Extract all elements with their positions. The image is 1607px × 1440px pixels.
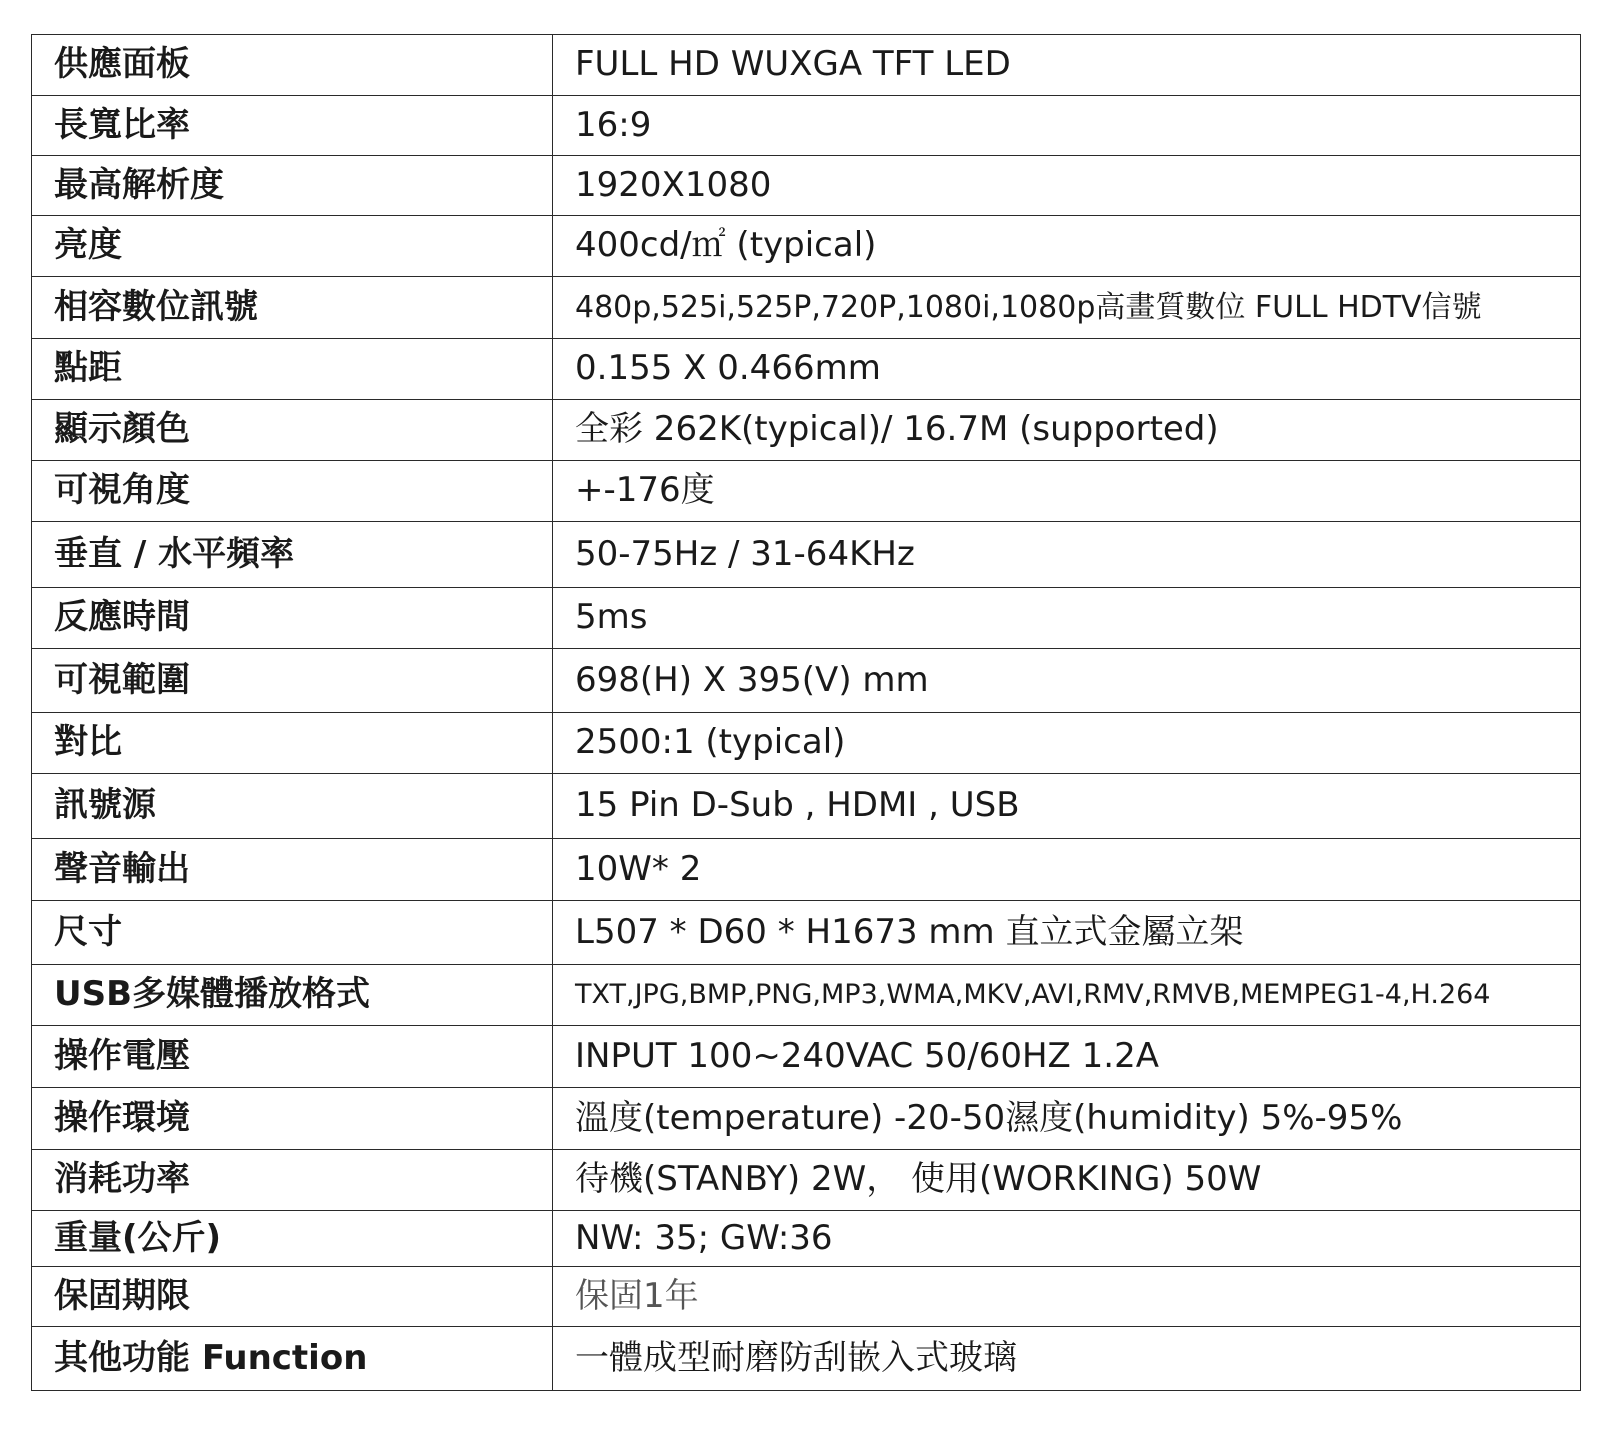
spec-value: 15 Pin D-Sub , HDMI , USB (553, 774, 1581, 839)
spec-row-brightness (32, 216, 1581, 277)
spec-label: 長寬比率 (32, 96, 553, 156)
spec-label: 可視角度 (32, 461, 553, 522)
spec-label: 供應面板 (32, 35, 553, 96)
spec-label: 保固期限 (32, 1267, 553, 1327)
spec-value: 溫度(temperature) -20-50濕度(humidity) 5%-95% (553, 1088, 1581, 1150)
spec-row-panel (32, 35, 1581, 96)
spec-label: 訊號源 (32, 774, 553, 839)
spec-value: 1920X1080 (553, 156, 1581, 216)
spec-label: 其他功能 Function (32, 1327, 553, 1391)
spec-label: 操作電壓 (32, 1026, 553, 1088)
spec-value: 2500:1 (typical) (553, 713, 1581, 774)
spec-row-other-functions (32, 1327, 1581, 1391)
spec-label: 反應時間 (32, 588, 553, 649)
spec-row-inputs (32, 774, 1581, 839)
spec-value: 480p,525i,525P,720P,1080i,1080p高畫質數位 FULL HDTV信號 (553, 277, 1581, 339)
spec-label: 可視範圍 (32, 649, 553, 713)
spec-row-warranty (32, 1267, 1581, 1327)
spec-value: L507 * D60 * H1673 mm 直立式金屬立架 (553, 901, 1581, 965)
spec-row-viewing-angle (32, 461, 1581, 522)
spec-row-usb-formats (32, 965, 1581, 1026)
spec-value: 保固1年 (553, 1267, 1581, 1327)
spec-label: 亮度 (32, 216, 553, 277)
spec-label: 重量(公斤) (32, 1211, 553, 1267)
spec-row-environment (32, 1088, 1581, 1150)
spec-value: 50-75Hz / 31-64KHz (553, 522, 1581, 588)
spec-value: 0.155 X 0.466mm (553, 339, 1581, 400)
spec-value: TXT,JPG,BMP,PNG,MP3,WMA,MKV,AVI,RMV,RMVB,MEMPEG1-4,H.264 (553, 965, 1581, 1026)
spec-label: 顯示顏色 (32, 400, 553, 461)
spec-value: 10W* 2 (553, 839, 1581, 901)
spec-value: 16:9 (553, 96, 1581, 156)
spec-row-dot-pitch (32, 339, 1581, 400)
spec-value: NW: 35; GW:36 (553, 1211, 1581, 1267)
spec-label: 垂直 / 水平頻率 (32, 522, 553, 588)
spec-label: 對比 (32, 713, 553, 774)
spec-row-viewable-area (32, 649, 1581, 713)
spec-value: 待機(STANBY) 2W， 使用(WORKING) 50W (553, 1150, 1581, 1211)
spec-table-body (32, 35, 1581, 1391)
spec-value: 400cd/㎡ (typical) (553, 216, 1581, 277)
spec-value: FULL HD WUXGA TFT LED (553, 35, 1581, 96)
spec-label: 點距 (32, 339, 553, 400)
spec-row-frequency (32, 522, 1581, 588)
spec-label: 最高解析度 (32, 156, 553, 216)
spec-row-response-time (32, 588, 1581, 649)
spec-value: 全彩 262K(typical)/ 16.7M (supported) (553, 400, 1581, 461)
spec-row-resolution (32, 156, 1581, 216)
spec-row-audio-output (32, 839, 1581, 901)
spec-value: 5ms (553, 588, 1581, 649)
spec-label: 消耗功率 (32, 1150, 553, 1211)
spec-table (31, 34, 1581, 1391)
spec-label: 尺寸 (32, 901, 553, 965)
spec-label: USB多媒體播放格式 (32, 965, 553, 1026)
spec-value: +-176度 (553, 461, 1581, 522)
spec-row-signal (32, 277, 1581, 339)
spec-value: 698(H) X 395(V) mm (553, 649, 1581, 713)
spec-label: 聲音輸出 (32, 839, 553, 901)
spec-row-dimensions (32, 901, 1581, 965)
spec-row-weight (32, 1211, 1581, 1267)
spec-label: 操作環境 (32, 1088, 553, 1150)
spec-label: 相容數位訊號 (32, 277, 553, 339)
spec-value: INPUT 100~240VAC 50/60HZ 1.2A (553, 1026, 1581, 1088)
spec-row-power (32, 1150, 1581, 1211)
spec-value: 一體成型耐磨防刮嵌入式玻璃 (553, 1327, 1581, 1391)
spec-row-colors (32, 400, 1581, 461)
spec-row-aspect-ratio (32, 96, 1581, 156)
spec-row-contrast (32, 713, 1581, 774)
spec-row-voltage (32, 1026, 1581, 1088)
